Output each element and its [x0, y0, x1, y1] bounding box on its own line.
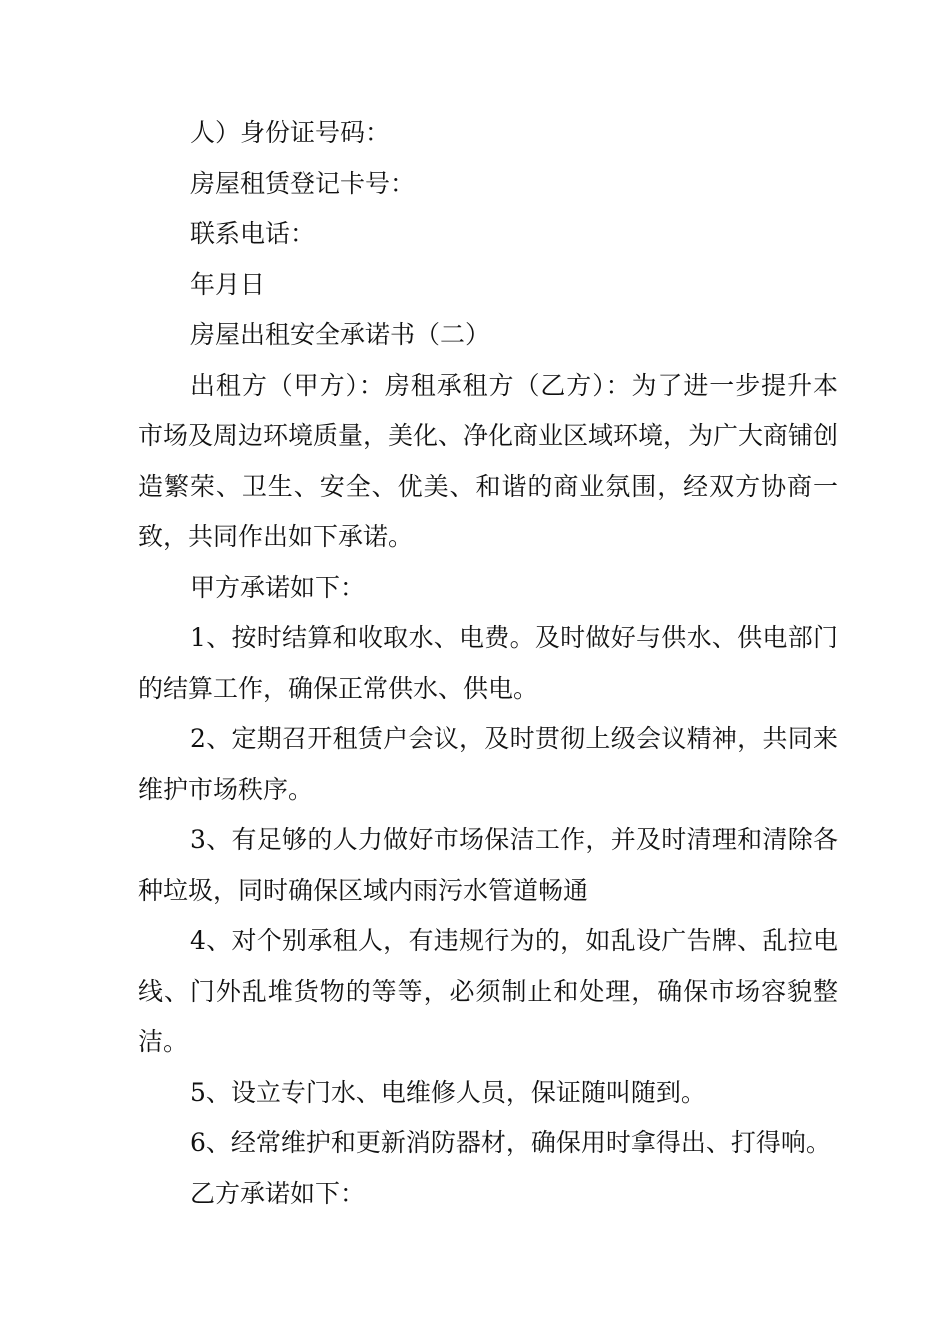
paragraph-rental-card: 房屋租赁登记卡号： [190, 168, 416, 198]
paragraph-intro: 出租方（甲方）：房租承租方（乙方）：为了进一步提升本市场及周边环境质量，美化、净化商业区域环境，为广大商铺创造繁荣、卫生、安全、优美、和谐的商业氛围，经双方协商一致，共同作出如下承诺。 [138, 370, 839, 551]
paragraph-item-1: 1、按时结算和收取水、电费。及时做好与供水、供电部门的结算工作，确保正常供水、供电。 [138, 623, 838, 703]
paragraph-id-number: 人）身份证号码： [190, 118, 391, 147]
paragraph-item-4: 4、对个别承租人，有违规行为的，如乱设广告牌、乱拉电线、门外乱堆货物的等等，必须制止和处理，确保市场容貌整洁。 [138, 926, 838, 1056]
paragraph-item-2: 2、定期召开租赁户会议，及时贯彻上级会议精神，共同来维护市场秩序。 [138, 724, 838, 804]
paragraph-party-b-heading: 乙方承诺如下： [190, 1178, 366, 1208]
paragraph-item-3: 3、有足够的人力做好市场保洁工作，并及时清理和清除各种垃圾，同时确保区域内雨污水管道畅通 [138, 825, 838, 905]
paragraph-item-6: 6、经常维护和更新消防器材，确保用时拿得出、打得响。 [190, 1128, 831, 1157]
section-heading: 房屋出租安全承诺书（二） [190, 320, 491, 349]
paragraph-party-a-heading: 甲方承诺如下： [190, 572, 366, 602]
paragraph-date: 年月日 [190, 269, 266, 299]
paragraph-item-5: 5、设立专门水、电维修人员，保证随叫随到。 [190, 1077, 706, 1107]
document-body [138, 108, 838, 1219]
paragraph-phone: 联系电话： [190, 219, 316, 248]
